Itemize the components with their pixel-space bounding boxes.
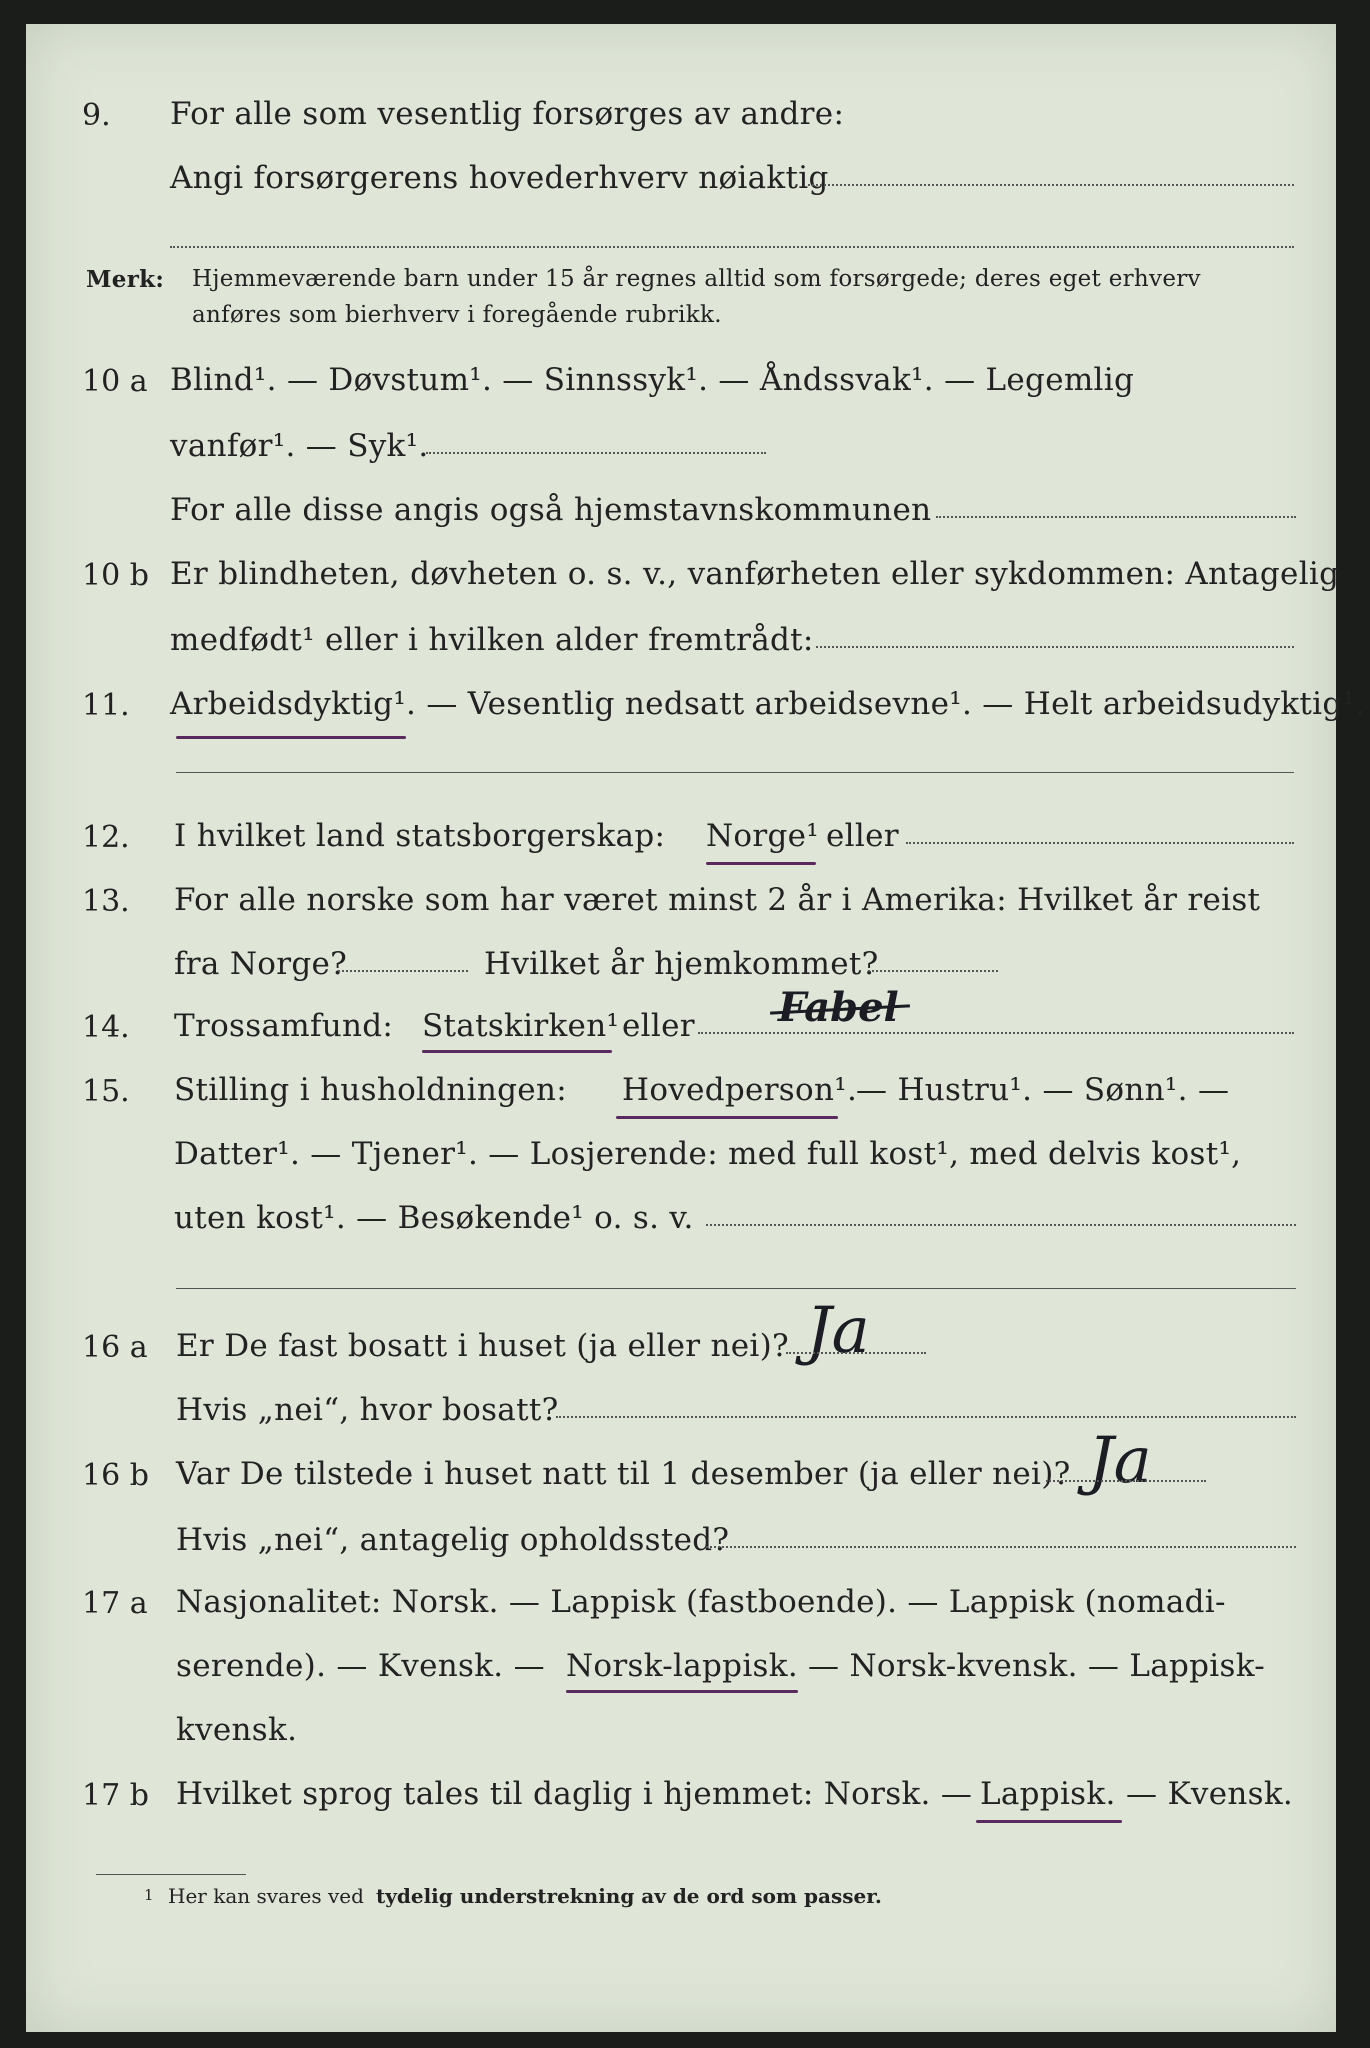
question-17a-line1: Nasjonalitet: Norsk. — Lappisk (fastboende). — Lappisk (nomadi- bbox=[176, 1584, 1226, 1620]
question-17a-number: 17 a bbox=[82, 1586, 148, 1621]
question-16b-line1: Var De tilstede i huset natt til 1 desember (ja eller nei)? bbox=[176, 1456, 1071, 1492]
question-14-suffix: eller bbox=[622, 1008, 695, 1044]
footnote-mark: 1 bbox=[144, 1886, 154, 1904]
census-form-page bbox=[26, 24, 1366, 2032]
question-17b-suffix: — Kvensk. bbox=[1126, 1776, 1294, 1812]
footnote-text-b: tydelig understrekning av de ord som passer. bbox=[376, 1884, 882, 1908]
note-line1: Hjemmeværende barn under 15 år regnes alltid som forsørgede; deres eget erhverv bbox=[192, 266, 1201, 292]
question-9-line2: Angi forsørgerens hovederhverv nøiaktig bbox=[170, 160, 829, 196]
answer-line-12[interactable] bbox=[906, 842, 1294, 844]
question-16a-line2: Hvis „nei“, hvor bosatt? bbox=[176, 1392, 559, 1428]
answer-line-13-hjemkommet[interactable] bbox=[868, 970, 998, 972]
answer-line-15b[interactable] bbox=[176, 1288, 1296, 1289]
question-17b-number: 17 b bbox=[82, 1778, 149, 1813]
footnote-text-a: Her kan svares ved bbox=[168, 1884, 364, 1908]
question-10a-number: 10 a bbox=[82, 364, 148, 399]
question-13-line2b: Hvilket år hjemkommet? bbox=[484, 946, 879, 982]
question-9-number: 9. bbox=[82, 98, 111, 133]
question-10b-number: 10 b bbox=[82, 558, 149, 593]
answer-line-10a[interactable] bbox=[426, 452, 766, 454]
question-17a-line2c: — Norsk-kvensk. — Lappisk- bbox=[808, 1648, 1266, 1684]
answer-line-14[interactable] bbox=[698, 1032, 1294, 1034]
answer-line-10a-kommune[interactable] bbox=[936, 516, 1296, 518]
answer-line-16a-bosatt[interactable] bbox=[556, 1416, 1296, 1418]
question-9-line1: For alle som vesentlig forsørges av andre: bbox=[170, 96, 845, 132]
underline-statskirken bbox=[422, 1050, 612, 1053]
footnote-rule bbox=[96, 1874, 246, 1875]
question-13-number: 13. bbox=[82, 884, 130, 919]
answer-line-16a[interactable] bbox=[786, 1352, 926, 1354]
question-15-line2: Datter¹. — Tjener¹. — Losjerende: med full kost¹, med delvis kost¹, bbox=[174, 1136, 1242, 1172]
handwritten-answer-16a: Ja bbox=[806, 1294, 870, 1368]
answer-line-9a[interactable] bbox=[808, 184, 1294, 186]
question-14-number: 14. bbox=[82, 1010, 130, 1045]
question-16b-number: 16 b bbox=[82, 1458, 149, 1493]
question-10b-line1: Er blindheten, døvheten o. s. v., vanførheten eller sykdommen: Antagelig bbox=[170, 556, 1340, 592]
question-10a-line1: Blind¹. — Døvstum¹. — Sinnssyk¹. — Åndssvak¹. — Legemlig bbox=[170, 362, 1135, 398]
question-17b-option-lappisk: Lappisk. bbox=[980, 1776, 1116, 1812]
question-10a-line2: vanfør¹. — Syk¹. bbox=[170, 428, 429, 464]
answer-line-13-reist[interactable] bbox=[338, 970, 468, 972]
answer-line-15a[interactable] bbox=[706, 1224, 1296, 1226]
question-12-suffix: eller bbox=[826, 818, 899, 854]
question-13-line1: For alle norske som har været minst 2 år i Amerika: Hvilket år reist bbox=[174, 882, 1261, 918]
question-16a-line1: Er De fast bosatt i huset (ja eller nei)? bbox=[176, 1328, 789, 1364]
question-15-line1a: Stilling i husholdningen: bbox=[174, 1072, 567, 1108]
question-15-line1c: — Hustru¹. — Sønn¹. — bbox=[856, 1072, 1230, 1108]
underline-arbeidsdyktig bbox=[176, 736, 406, 739]
question-12-option-norge: Norge¹ bbox=[706, 818, 820, 854]
question-14-option-statskirken: Statskirken¹ bbox=[422, 1008, 620, 1044]
question-17a-line2a: serende). — Kvensk. — bbox=[176, 1648, 545, 1684]
answer-line-11[interactable] bbox=[176, 772, 1294, 773]
answer-line-16b[interactable] bbox=[1046, 1480, 1206, 1482]
underline-hovedperson bbox=[616, 1116, 838, 1119]
question-15-line3: uten kost¹. — Besøkende¹ o. s. v. bbox=[174, 1200, 694, 1236]
question-15-option-hovedperson: Hovedperson¹. bbox=[622, 1072, 858, 1108]
question-14-prefix: Trossamfund: bbox=[174, 1008, 394, 1044]
question-16b-line2: Hvis „nei“, antagelig opholdssted? bbox=[176, 1522, 730, 1558]
question-15-number: 15. bbox=[82, 1074, 130, 1109]
underline-lappisk bbox=[976, 1820, 1122, 1823]
answer-line-10b[interactable] bbox=[816, 646, 1294, 648]
question-17a-option-norsk-lappisk: Norsk-lappisk. bbox=[566, 1648, 798, 1684]
note-label: Merk: bbox=[86, 266, 165, 293]
question-16a-number: 16 a bbox=[82, 1330, 148, 1365]
answer-line-16b-opholdssted[interactable] bbox=[706, 1546, 1296, 1548]
question-11-number: 11. bbox=[82, 688, 130, 723]
question-13-line2a: fra Norge? bbox=[174, 946, 348, 982]
handwritten-struck-entry: Fabel bbox=[778, 984, 899, 1031]
handwritten-answer-16b: Ja bbox=[1088, 1424, 1152, 1498]
underline-norge bbox=[706, 862, 816, 865]
question-12-prefix: I hvilket land statsborgerskap: bbox=[174, 818, 666, 854]
note-line2: anføres som bierhverv i foregående rubrikk. bbox=[192, 302, 722, 328]
question-11-line1: Arbeidsdyktig¹. — Vesentlig nedsatt arbeidsevne¹. — Helt arbeidsudyktig¹. bbox=[170, 686, 1366, 722]
question-12-number: 12. bbox=[82, 820, 130, 855]
question-10b-line2: medfødt¹ eller i hvilken alder fremtrådt: bbox=[170, 622, 814, 658]
question-10a-line3: For alle disse angis også hjemstavnskommunen bbox=[170, 492, 932, 528]
underline-norsk-lappisk bbox=[566, 1690, 798, 1693]
question-17a-line3: kvensk. bbox=[176, 1712, 298, 1748]
answer-line-9b[interactable] bbox=[170, 246, 1294, 248]
question-17b-prefix: Hvilket sprog tales til daglig i hjemmet: Norsk. — bbox=[176, 1776, 973, 1812]
